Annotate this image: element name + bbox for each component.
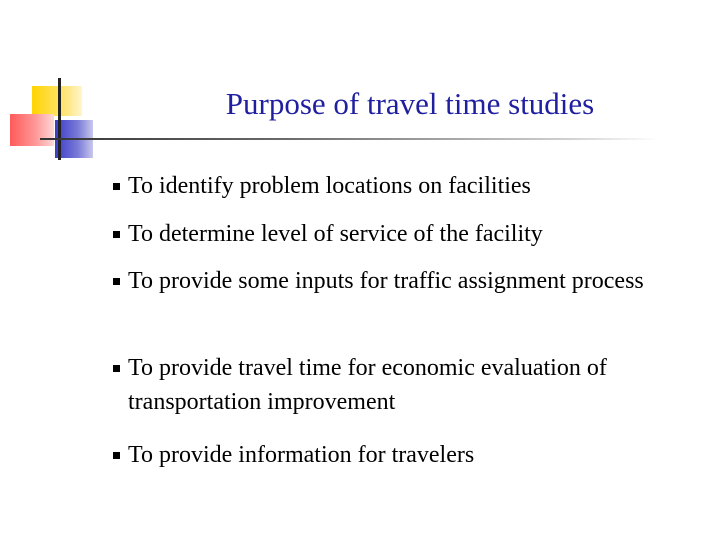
- square-bullet-icon: [113, 183, 120, 190]
- square-bullet-icon: [113, 278, 120, 285]
- bullet-text: To identify problem locations on facilities: [128, 173, 531, 199]
- bullet-text: To provide some inputs for traffic assignment process: [128, 268, 644, 294]
- logo-vertical-line: [58, 78, 61, 160]
- bullet-item: [113, 169, 693, 203]
- square-bullet-icon: [113, 231, 120, 238]
- bullet-item: [113, 217, 693, 251]
- logo-red-block: [10, 114, 54, 146]
- bullet-item: [113, 351, 693, 419]
- slide-title: Purpose of travel time studies: [225, 86, 595, 121]
- bullet-text: To determine level of service of the facility: [128, 221, 543, 247]
- logo-yellow-block: [32, 86, 82, 116]
- square-bullet-icon: [113, 452, 120, 459]
- bullet-item: [113, 264, 693, 298]
- square-bullet-icon: [113, 365, 120, 372]
- bullet-item: [113, 438, 693, 472]
- bullet-text: To provide information for travelers: [128, 442, 475, 468]
- bullet-text: To provide travel time for economic evaluation of transportation improvement: [128, 355, 607, 415]
- title-underline: [40, 138, 660, 140]
